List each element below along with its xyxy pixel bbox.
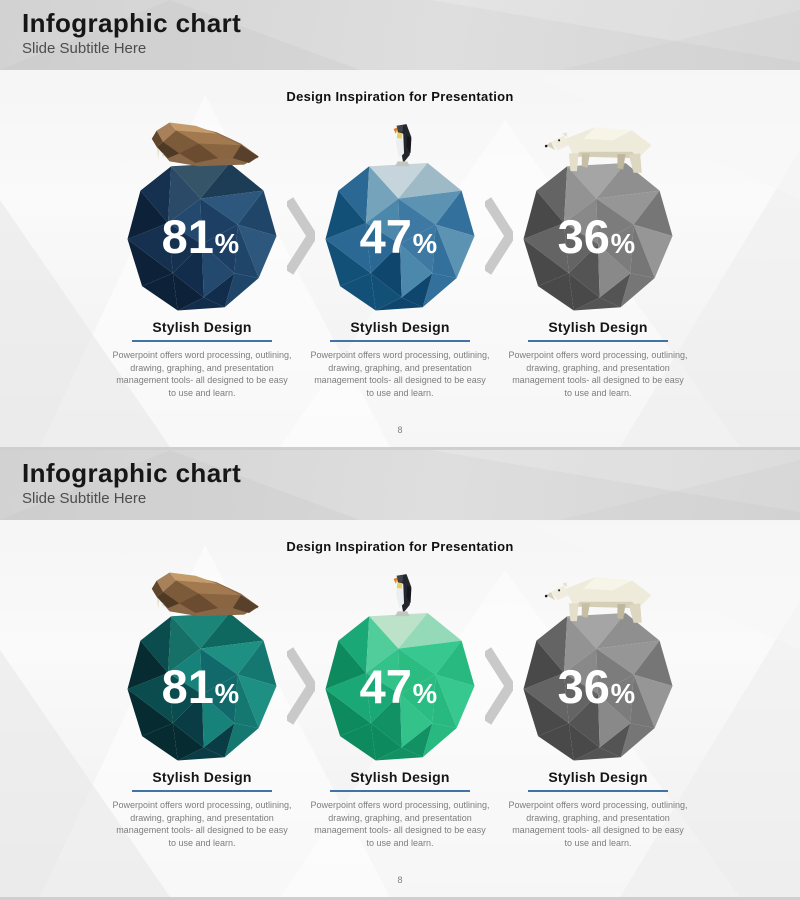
heading-underline bbox=[132, 790, 272, 792]
item-heading: Stylish Design bbox=[350, 769, 450, 785]
item-heading: Stylish Design bbox=[350, 319, 450, 335]
percent-label: 47% bbox=[359, 209, 438, 263]
page-number: 8 bbox=[397, 425, 403, 435]
chevron-right-icon bbox=[287, 196, 315, 276]
slide-subtitle: Slide Subtitle Here bbox=[22, 489, 147, 507]
item-body: Powerpoint offers word processing, outlining, drawing, graphing, and presentation management tools- all designed to be easy to use and learn. bbox=[310, 800, 490, 848]
slide-header bbox=[0, 450, 800, 520]
penguin-icon bbox=[394, 124, 412, 166]
item-heading: Stylish Design bbox=[548, 319, 648, 335]
slide-subtitle: Slide Subtitle Here bbox=[22, 39, 147, 57]
infographic-item-polar-bear bbox=[508, 566, 688, 849]
polygon-ball-polar-bear bbox=[517, 566, 679, 767]
infographic-row bbox=[0, 566, 800, 849]
polygon-ball-walrus bbox=[121, 116, 283, 317]
polygon-ball-polar-bear bbox=[517, 116, 679, 317]
percent-label: 81% bbox=[161, 209, 240, 263]
item-heading: Stylish Design bbox=[152, 769, 252, 785]
infographic-row bbox=[0, 116, 800, 399]
item-body: Powerpoint offers word processing, outlining, drawing, graphing, and presentation management tools- all designed to be easy to use and learn. bbox=[310, 350, 490, 398]
polygon-ball-walrus bbox=[121, 566, 283, 767]
slide-2 bbox=[0, 450, 800, 897]
content-title: Design Inspiration for Presentation bbox=[286, 89, 514, 104]
percent-label: 47% bbox=[359, 659, 438, 713]
polygon-ball-penguin bbox=[319, 116, 481, 317]
infographic-item-penguin bbox=[310, 116, 490, 399]
slide-1 bbox=[0, 0, 800, 447]
heading-underline bbox=[330, 340, 470, 342]
slide-content bbox=[0, 520, 800, 897]
percent-label: 36% bbox=[557, 659, 636, 713]
slide-header bbox=[0, 0, 800, 70]
item-body: Powerpoint offers word processing, outlining, drawing, graphing, and presentation management tools- all designed to be easy to use and learn. bbox=[112, 800, 292, 848]
slide-content bbox=[0, 70, 800, 447]
infographic-item-walrus bbox=[112, 566, 292, 849]
walrus-icon bbox=[152, 573, 259, 617]
heading-underline bbox=[132, 340, 272, 342]
chevron-right-icon bbox=[485, 196, 513, 276]
item-heading: Stylish Design bbox=[548, 769, 648, 785]
penguin-icon bbox=[394, 574, 412, 616]
item-body: Powerpoint offers word processing, outlining, drawing, graphing, and presentation management tools- all designed to be easy to use and learn. bbox=[508, 800, 688, 848]
item-heading: Stylish Design bbox=[152, 319, 252, 335]
percent-label: 81% bbox=[161, 659, 240, 713]
slide-title: Infographic chart bbox=[22, 8, 242, 38]
walrus-icon bbox=[152, 123, 259, 167]
infographic-item-polar-bear bbox=[508, 116, 688, 399]
content-title: Design Inspiration for Presentation bbox=[286, 539, 514, 554]
polygon-ball-penguin bbox=[319, 566, 481, 767]
infographic-item-penguin bbox=[310, 566, 490, 849]
item-body: Powerpoint offers word processing, outlining, drawing, graphing, and presentation management tools- all designed to be easy to use and learn. bbox=[508, 350, 688, 398]
heading-underline bbox=[528, 790, 668, 792]
chevron-right-icon bbox=[485, 646, 513, 726]
chevron-right-icon bbox=[287, 646, 315, 726]
heading-underline bbox=[528, 340, 668, 342]
page-number: 8 bbox=[397, 875, 403, 885]
item-body: Powerpoint offers word processing, outlining, drawing, graphing, and presentation management tools- all designed to be easy to use and learn. bbox=[112, 350, 292, 398]
infographic-item-walrus bbox=[112, 116, 292, 399]
percent-label: 36% bbox=[557, 209, 636, 263]
slide-title: Infographic chart bbox=[22, 458, 242, 488]
heading-underline bbox=[330, 790, 470, 792]
